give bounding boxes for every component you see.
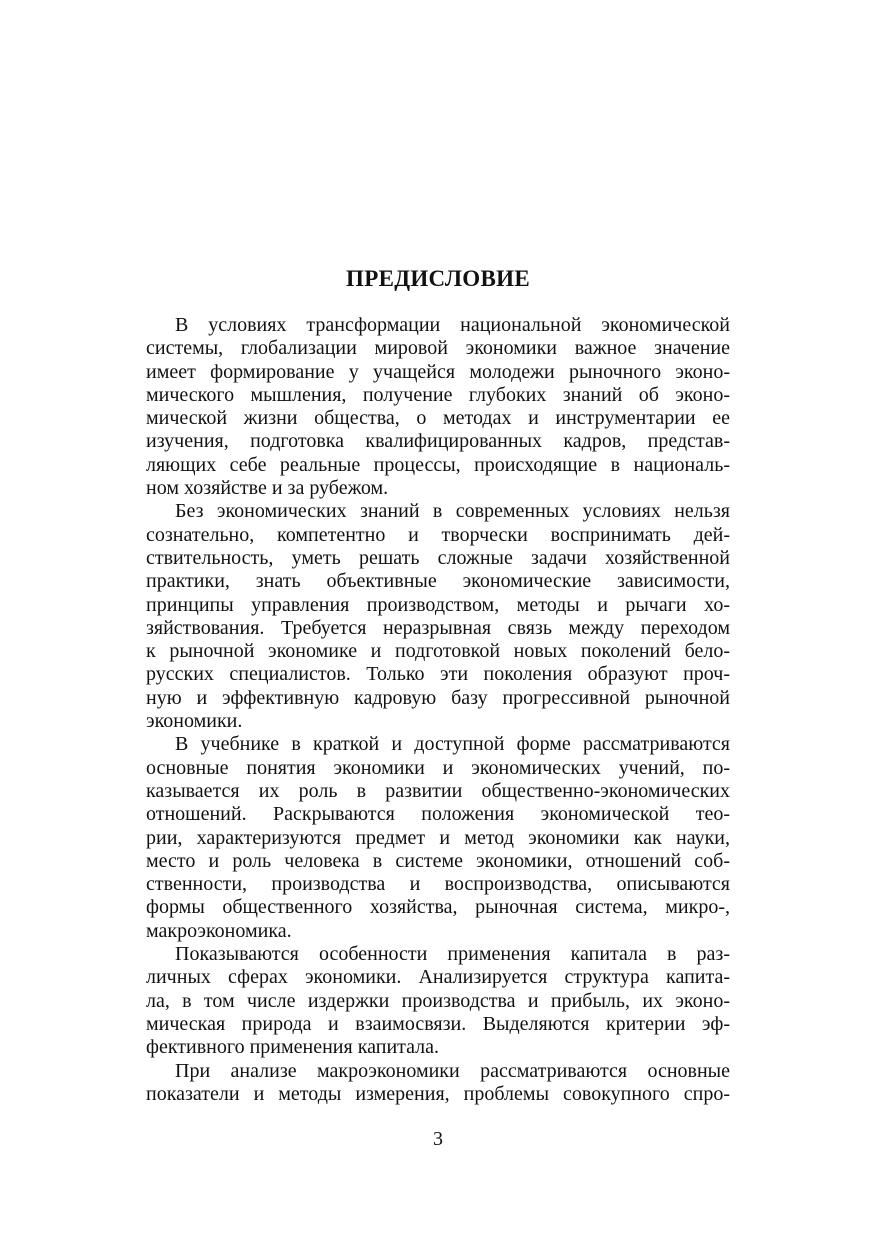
text-line: формы общественного хозяйства, рыночная система, микро-,	[146, 896, 730, 919]
preface-text	[146, 314, 730, 1106]
text-line: практики, знать объективные экономические зависимости,	[146, 570, 730, 593]
text-line: макроэкономика.	[146, 919, 292, 942]
text-line: ном хозяйстве и за рубежом.	[146, 477, 389, 500]
text-line: имеет формирование у учащейся молодежи рыночного эконо-	[146, 360, 730, 383]
text-line: отношений. Раскрываются положения экономической тео-	[146, 803, 730, 826]
text-line: русских специалистов. Только эти поколения образуют проч-	[146, 663, 730, 686]
text-line: казывается их роль в развитии общественно-экономических	[146, 779, 730, 802]
text-line: Без экономических знаний в современных условиях нельзя	[175, 500, 730, 523]
text-line: В условиях трансформации национальной экономической	[175, 314, 730, 336]
text-line: фективного применения капитала.	[146, 1036, 440, 1059]
text-line: В учебнике в краткой и доступной форме рассматриваются	[175, 733, 730, 756]
text-line: Показываются особенности применения капитала в раз-	[175, 943, 730, 966]
section-heading: ПРЕДИСЛОВИЕ	[346, 266, 530, 291]
text-line: принципы управления производством, методы и рычаги хо-	[146, 593, 730, 616]
text-line: рии, характеризуются предмет и метод экономики как науки,	[146, 826, 730, 849]
text-line: ную и эффективную кадровую базу прогрессивной рыночной	[146, 686, 730, 709]
text-line: к рыночной экономике и подготовкой новых поколений бело-	[146, 640, 730, 663]
text-line: При анализе макроэкономики рассматриваются основные	[175, 1059, 730, 1082]
text-line: мическая природа и взаимосвязи. Выделяются критерии эф-	[146, 1012, 730, 1035]
text-line: место и роль человека в системе экономики, отношений соб-	[146, 849, 730, 872]
text-line: ствительность, уметь решать сложные задачи хозяйственной	[146, 546, 730, 569]
text-line: ла, в том числе издержки производства и прибыль, их эконо-	[146, 989, 730, 1012]
text-line: основные понятия экономики и экономических учений, по-	[146, 756, 730, 779]
text-line: показатели и методы измерения, проблемы совокупного спро-	[146, 1082, 730, 1105]
text-line: личных сферах экономики. Анализируется структура капита-	[146, 966, 730, 989]
text-line: системы, глобализации мировой экономики важное значение	[146, 337, 730, 360]
text-line: ляющих себе реальные процессы, происходящие в националь-	[146, 453, 730, 476]
text-line: зяйствования. Требуется неразрывная связь между переходом	[146, 616, 730, 639]
text-line: мической жизни общества, о методах и инструментарии ее	[146, 407, 730, 430]
page-number: 3	[433, 1128, 443, 1150]
text-line: сознательно, компетентно и творчески воспринимать дей-	[146, 523, 730, 546]
text-line: мического мышления, получение глубоких знаний об эконо-	[146, 383, 730, 406]
text-line: изучения, подготовка квалифицированных кадров, представ-	[146, 430, 730, 453]
text-line: ственности, производства и воспроизводства, описываются	[146, 873, 730, 896]
text-line: экономики.	[146, 710, 243, 733]
